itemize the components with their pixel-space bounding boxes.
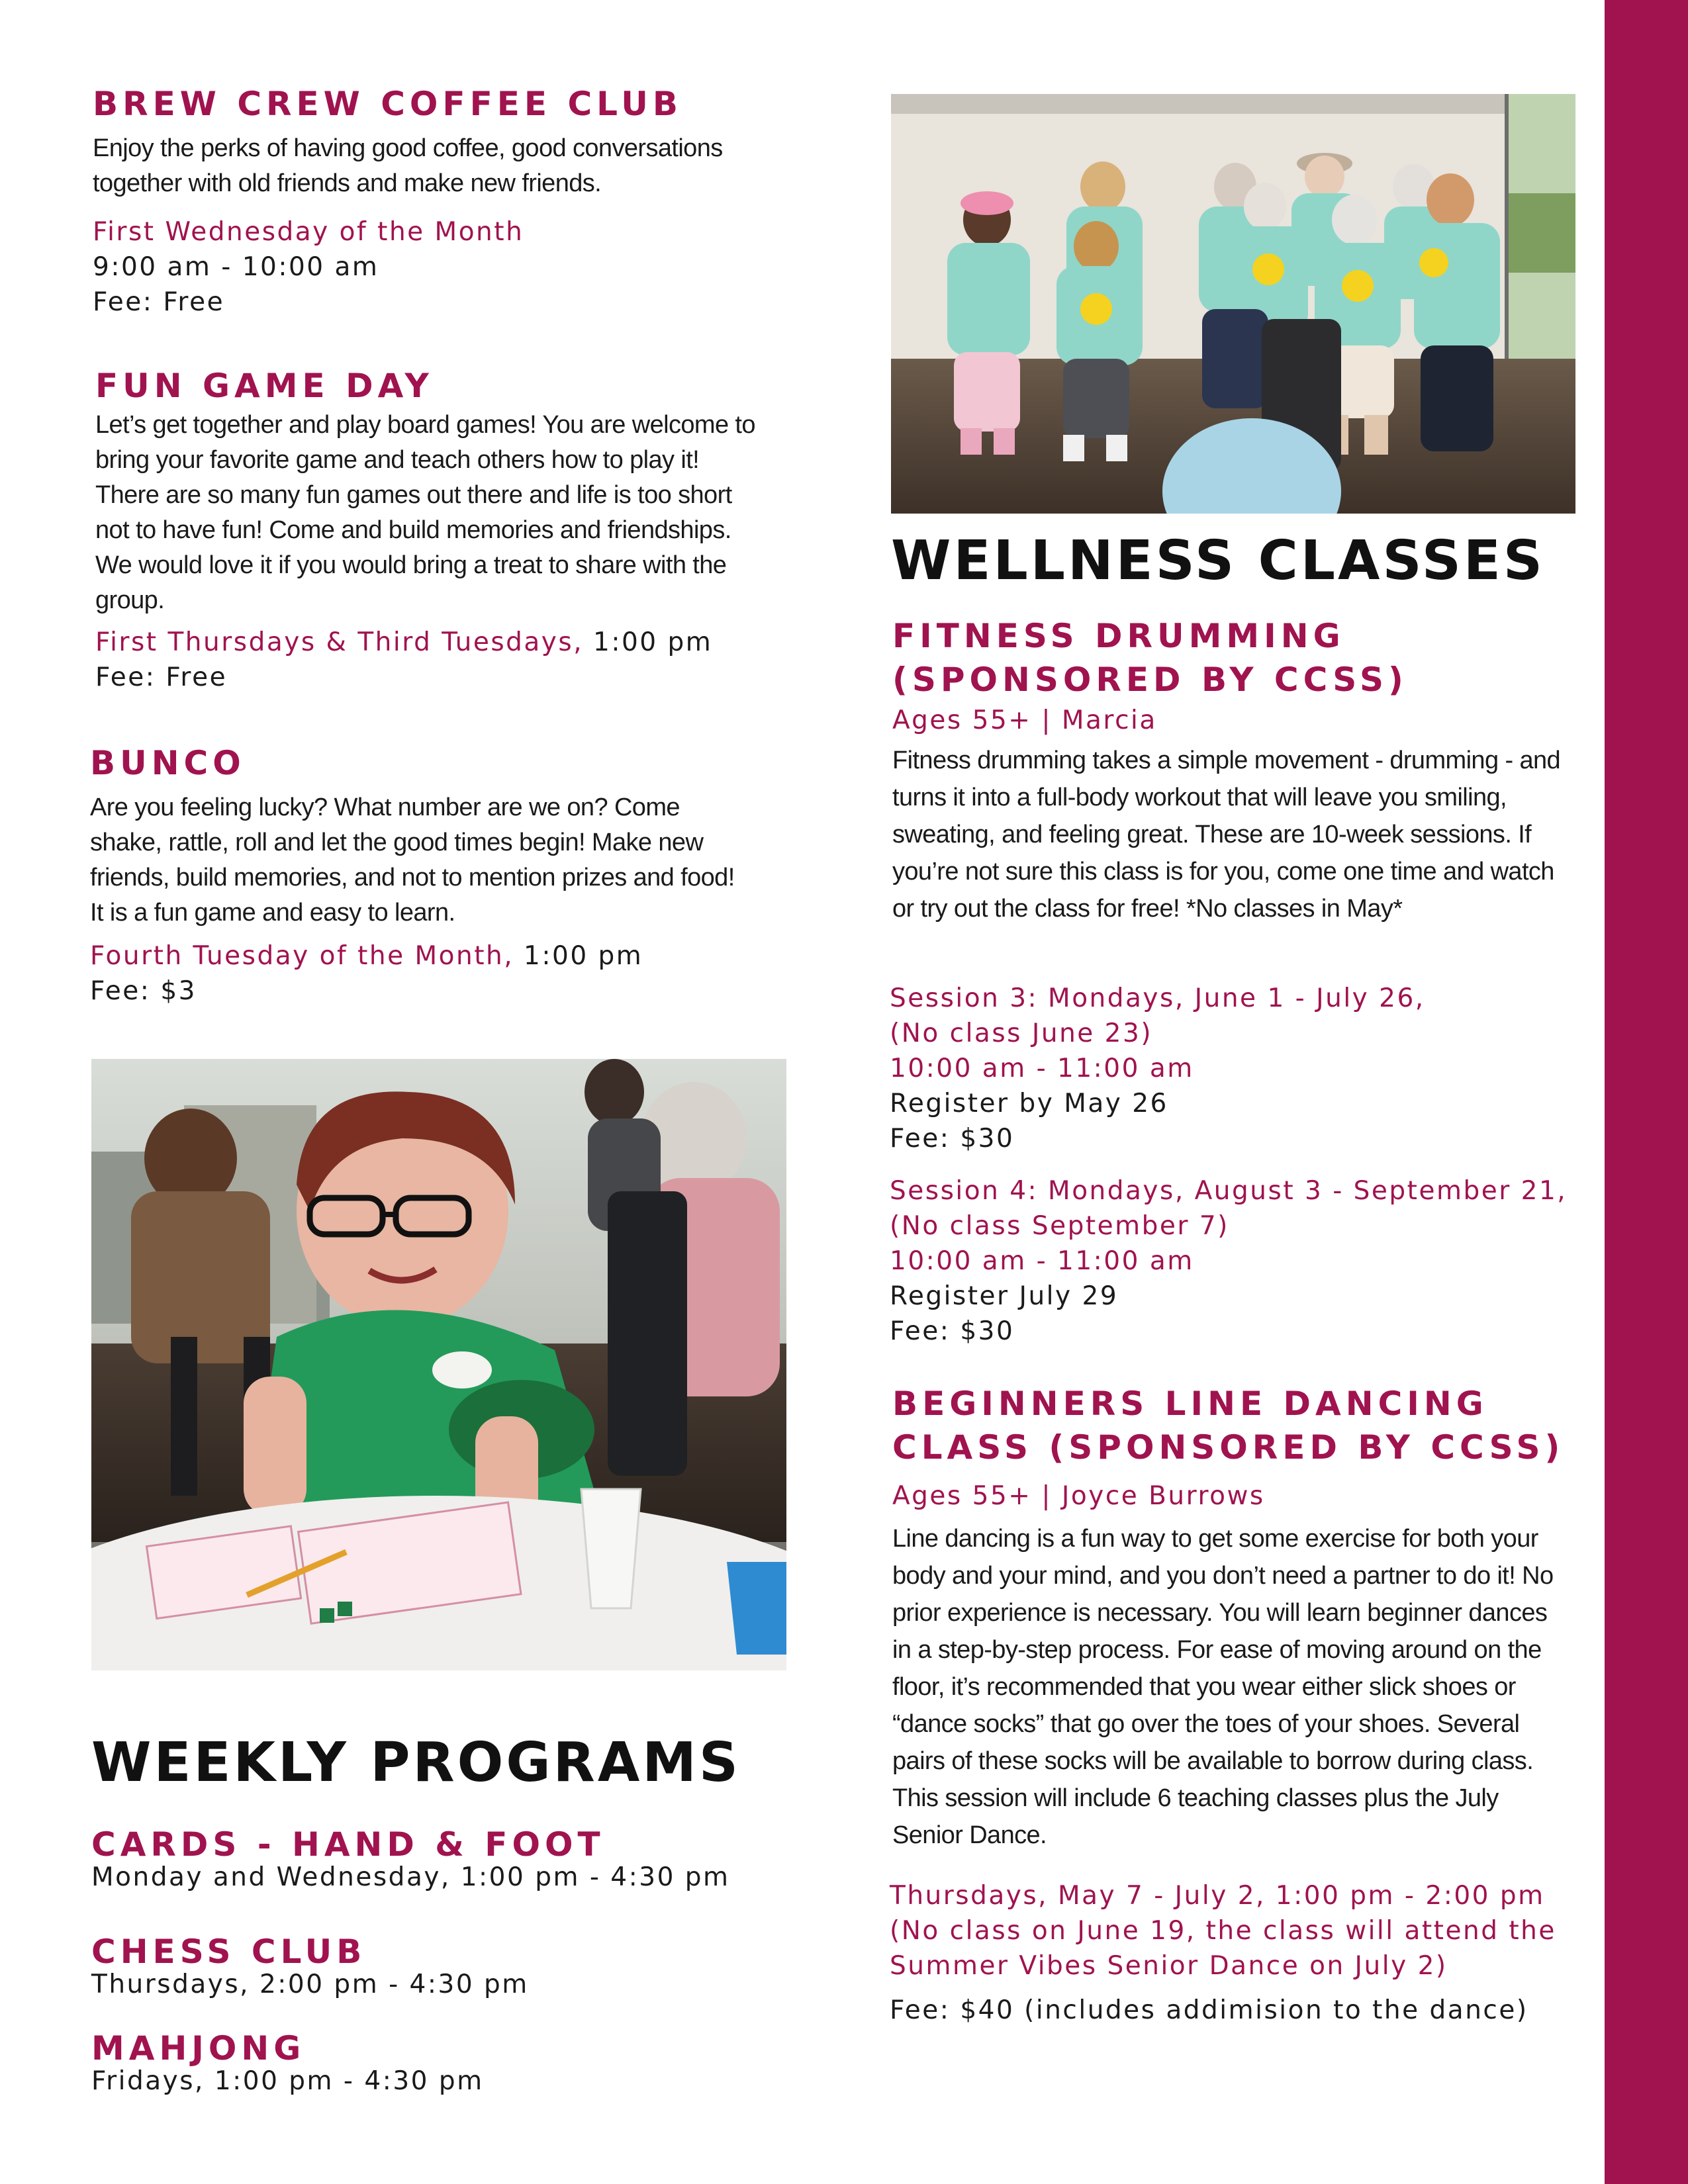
fitness-group-photo [891,94,1575,514]
cards-title: CARDS - HAND & FOOT [91,1825,605,1864]
weekly-item-cards [91,1823,806,1895]
bunco-schedule-line [90,938,805,974]
mahjong-title: MAHJONG [91,2029,306,2068]
brew-crew-time: 9:00 am - 10:00 am [93,252,379,282]
session3-register: Register by May 26 [890,1089,1168,1118]
fun-game-day-time: 1:00 pm [583,627,713,657]
weekly-programs-heading: WEEKLY PROGRAMS [91,1731,741,1794]
fun-game-day-title: FUN GAME DAY [95,367,434,405]
brew-crew-section [93,82,808,320]
line-dancing-section [892,1382,1581,1854]
fitness-drumming-ages: Ages 55+ | Marcia [892,705,1157,735]
bunco-schedule: Fourth Tuesday of the Month, [90,941,514,971]
accent-sidebar [1605,0,1688,2184]
fitness-drumming-session-3 [890,981,1578,1156]
line-dancing-note-2: Summer Vibes Senior Dance on July 2) [890,1951,1448,1981]
cards-schedule: Monday and Wednesday, 1:00 pm - 4:30 pm [91,1862,730,1892]
line-dancing-title: BEGINNERS LINE DANCING [892,1385,1488,1423]
bunco-title: BUNCO [90,744,246,782]
fitness-drumming-title: FITNESS DRUMMING [892,617,1345,655]
chess-club-title: CHESS CLUB [91,1933,367,1971]
chess-club-schedule: Thursdays, 2:00 pm - 4:30 pm [91,1970,529,1999]
bunco-time: 1:00 pm [514,941,643,971]
mahjong-schedule: Fridays, 1:00 pm - 4:30 pm [91,2066,484,2096]
session3-time: 10:00 am - 11:00 am [890,1054,1194,1083]
fitness-drumming-sponsor: (SPONSORED BY CCSS) [892,660,1408,699]
session3-no-class: (No class June 23) [890,1019,1153,1048]
brew-crew-title: BREW CREW COFFEE CLUB [93,85,682,123]
bunco-description: Are you feeling lucky? What number are we on? Come shake, rattle, roll and let the good times begin! Make new friends, build memories, and not to mention prizes and food! It is a fun game and easy to learn. [90,794,735,927]
fun-game-day-description: Let’s get together and play board games! You are welcome to bring your favorite game and teach others how to play it! There are so many fun games out there and life is too short not to have fun! Come and build memories and friendships. We would love it if you would bring a treat to share with the group. [95,411,755,614]
fun-game-day-fee: Fee: Free [95,662,228,692]
session3-dates: Session 3: Mondays, June 1 - July 26, [890,983,1425,1013]
weekly-item-mahjong [91,2026,806,2099]
line-dancing-description: Line dancing is a fun way to get some exercise for both your body and your mind, and you don’t need a partner to do it! No prior experience is necessary. You will learn beginner dances in a step-by-step process. For ease of moving around on the floor, it’s recommended that you wear either slick shoes or “dance socks” that go over the toes of your shoes. Several pairs of these socks will be available to borrow during class. This session will include 6 teaching classes plus the July Senior Dance. [892,1525,1554,1849]
session4-fee: Fee: $30 [890,1316,1015,1346]
bunco-fee: Fee: $3 [90,976,197,1006]
session4-dates: Session 4: Mondays, August 3 - September 21, [890,1176,1568,1206]
line-dancing-sponsor: CLASS (SPONSORED BY CCSS) [892,1428,1565,1467]
line-dancing-dates: Thursdays, May 7 - July 2, 1:00 pm - 2:00 pm [890,1881,1545,1911]
brew-crew-description: Enjoy the perks of having good coffee, good conversations together with old friends and make new friends. [93,134,723,197]
weekly-item-chess [91,1930,806,2002]
session4-time: 10:00 am - 11:00 am [890,1246,1194,1276]
session4-no-class: (No class September 7) [890,1211,1229,1241]
brew-crew-schedule: First Wednesday of the Month [93,217,524,247]
line-dancing-fee: Fee: $40 (includes addimision to the dance) [890,1995,1528,2025]
group-photo-illustration [891,94,1575,514]
fun-game-day-schedule-line [95,625,797,660]
fitness-drumming-section [892,614,1581,927]
fun-game-day-schedule: First Thursdays & Third Tuesdays, [95,627,584,657]
bingo-photo-illustration [91,1059,786,1670]
session4-register: Register July 29 [890,1281,1119,1311]
fitness-drumming-description: Fitness drumming takes a simple movement - drumming - and turns it into a full-body workout that will leave you smiling, sweating, and feeling great. These are 10-week sessions. If you’re not sure this class is for you, come one time and watch or try out the class for free! *No classes in May* [892,747,1561,923]
fun-game-day-section [95,364,797,695]
wellness-classes-heading: WELLNESS CLASSES [891,529,1545,592]
bunco-section [90,741,805,1009]
line-dancing-note: (No class on June 19, the class will attend the [890,1916,1556,1946]
line-dancing-ages: Ages 55+ | Joyce Burrows [892,1481,1265,1511]
bingo-player-photo [91,1059,786,1670]
fitness-drumming-session-4 [890,1173,1578,1349]
line-dancing-schedule [890,1878,1578,2028]
brew-crew-fee: Fee: Free [93,287,225,317]
session3-fee: Fee: $30 [890,1124,1015,1154]
